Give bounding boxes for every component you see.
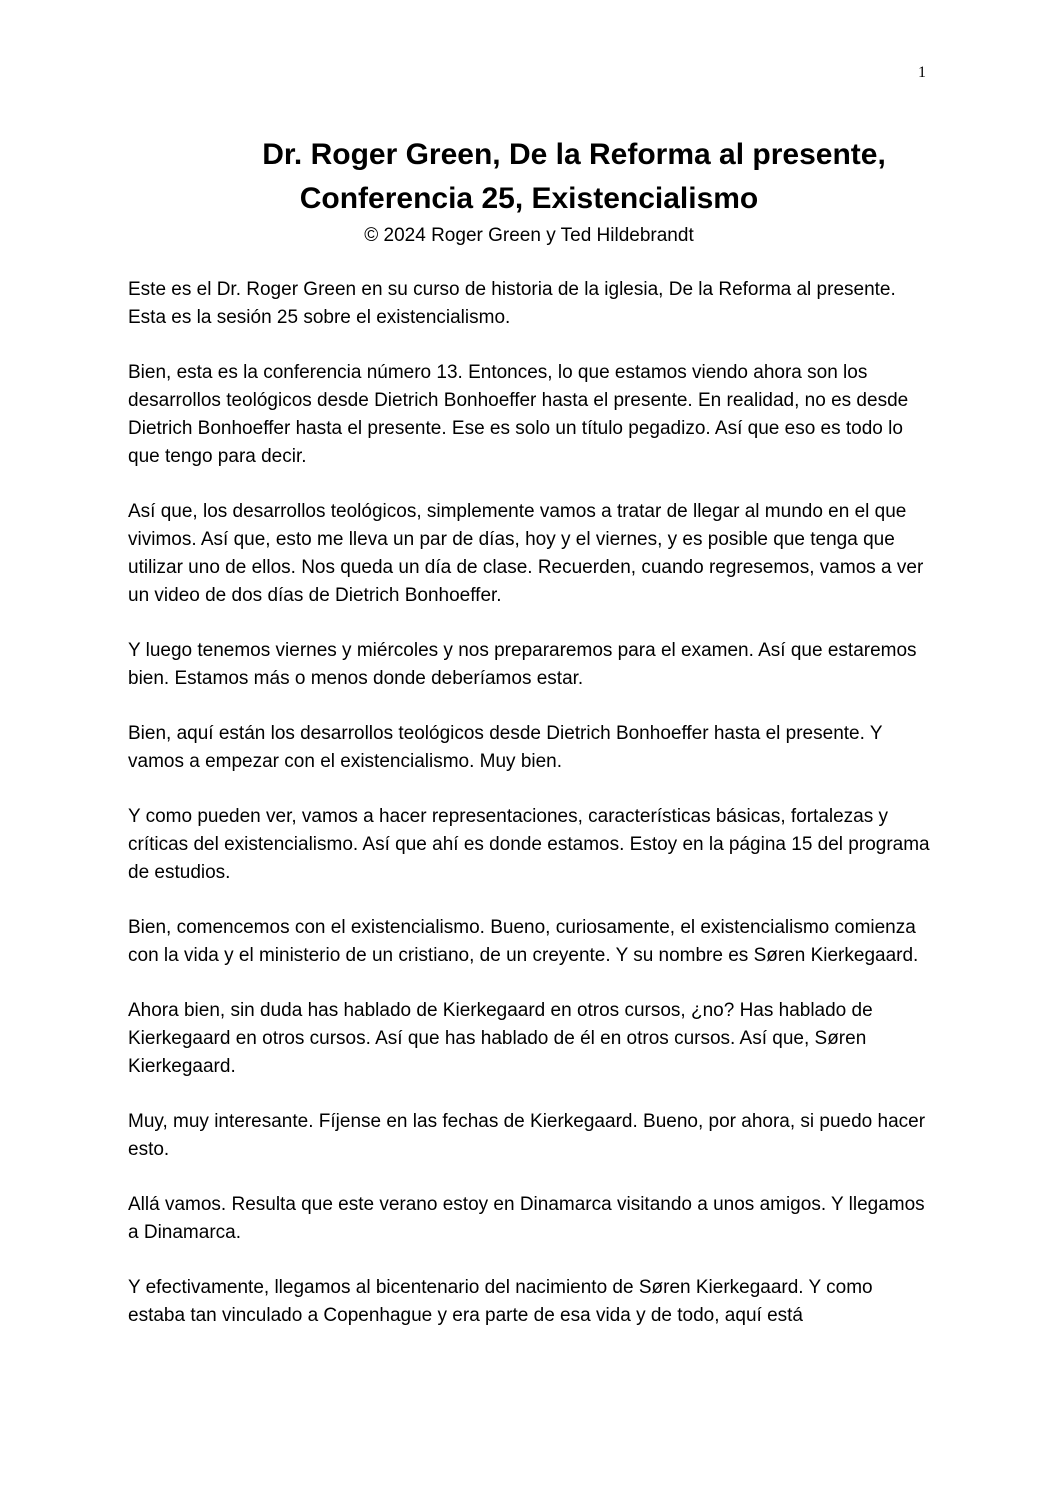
page-number: 1 (918, 64, 926, 81)
paragraph: Y luego tenemos viernes y miércoles y nos prepararemos para el examen. Así que estaremos bien. Estamos más o menos donde deberíamos estar. (128, 640, 917, 689)
copyright-notice: © 2024 Roger Green y Ted Hildebrandt (364, 225, 694, 246)
paragraph: Este es el Dr. Roger Green en su curso de historia de la iglesia, De la Reforma al presente. Esta es la sesión 25 sobre el existencialismo. (128, 279, 896, 328)
document-title-line-1: Dr. Roger Green, De la Reforma al presente, (262, 138, 886, 171)
document-title-line-2: Conferencia 25, Existencialismo (299, 182, 759, 215)
document-header (0, 133, 1058, 249)
transcript-body (128, 276, 934, 1357)
paragraph: Muy, muy interesante. Fíjense en las fechas de Kierkegaard. Bueno, por ahora, si puedo hacer esto. (128, 1111, 926, 1160)
paragraph: Así que, los desarrollos teológicos, simplemente vamos a tratar de llegar al mundo en el que vivimos. Así que, esto me lleva un par de días, hoy y el viernes, y es posible que tenga que utilizar uno de ellos. Nos queda un día de clase. Recuerden, cuando regresemos, vamos a ver un video de dos días de Dietrich Bonhoeffer. (128, 501, 924, 606)
paragraph: Allá vamos. Resulta que este verano estoy en Dinamarca visitando a unos amigos. Y llegamos a Dinamarca. (128, 1194, 925, 1243)
paragraph: Ahora bien, sin duda has hablado de Kierkegaard en otros cursos, ¿no? Has hablado de Kierkegaard en otros cursos. Así que has hablado de él en otros cursos. Así que, Søren Kierkegaard. (128, 1000, 873, 1077)
paragraph: Y como pueden ver, vamos a hacer representaciones, características básicas, fortalezas y críticas del existencialismo. Así que ahí es donde estamos. Estoy en la página 15 del programa de estudios. (128, 806, 930, 883)
paragraph: Bien, aquí están los desarrollos teológicos desde Dietrich Bonhoeffer hasta el presente. Y vamos a empezar con el existencialismo. Muy bien. (128, 723, 883, 772)
paragraph: Bien, comencemos con el existencialismo. Bueno, curiosamente, el existencialismo comienza con la vida y el ministerio de un cristiano, de un creyente. Y su nombre es Søren Kierkegaard. (128, 917, 919, 966)
paragraph: Y efectivamente, llegamos al bicentenario del nacimiento de Søren Kierkegaard. Y como estaba tan vinculado a Copenhague y era parte de esa vida y de todo, aquí está (128, 1277, 873, 1326)
paragraph: Bien, esta es la conferencia número 13. Entonces, lo que estamos viendo ahora son los desarrollos teológicos desde Dietrich Bonhoeffer hasta el presente. En realidad, no es desde Dietrich Bonhoeffer hasta el presente. Ese es solo un título pegadizo. Así que eso es todo lo que tengo para decir. (128, 362, 909, 467)
